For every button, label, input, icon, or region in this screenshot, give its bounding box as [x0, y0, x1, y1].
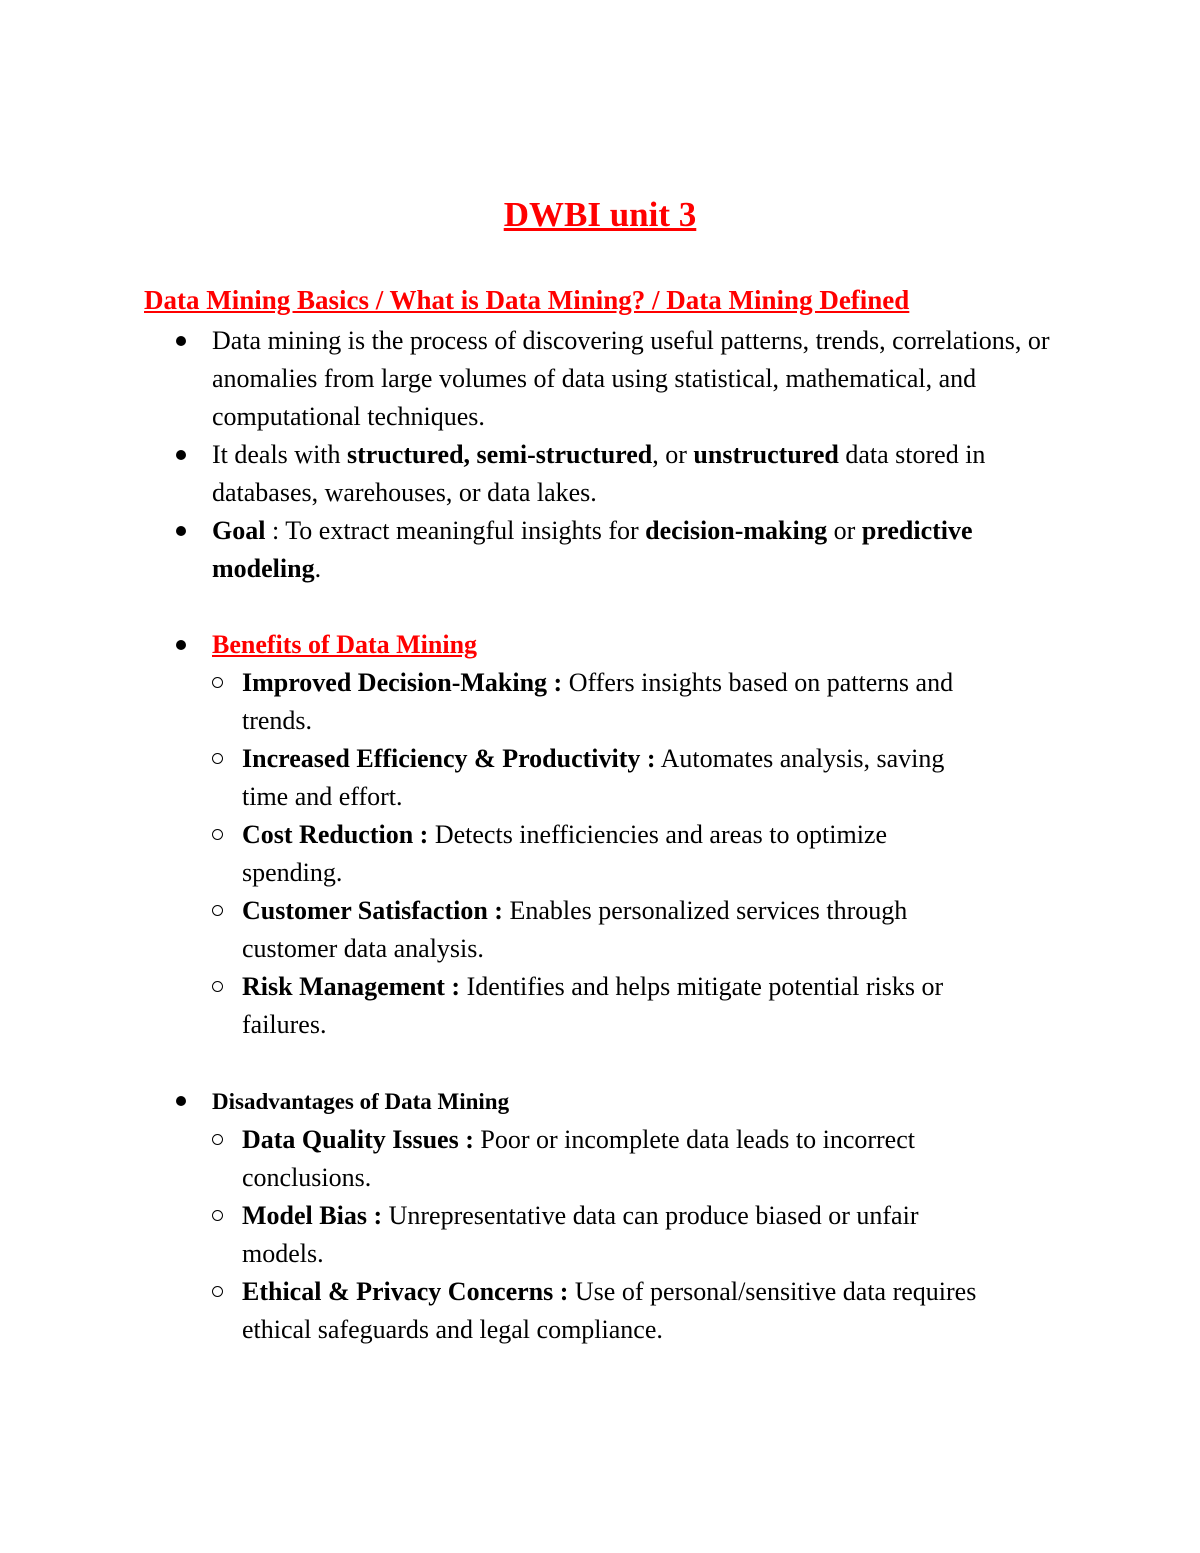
main-bullet-list — [170, 322, 1070, 1349]
bullet-circle-icon — [212, 1134, 223, 1145]
bullet-text: It deals with structured, semi-structured, or unstructured data stored in databases, warehouses, or data lakes. — [212, 440, 986, 507]
list-item-benefits — [170, 626, 1070, 1044]
bullet-dot-icon — [176, 640, 186, 650]
document-title: DWBI unit 3 — [503, 195, 697, 234]
list-item: Data Quality Issues : Poor or incomplete data leads to incorrect conclusions. — [170, 1121, 990, 1197]
list-item: Ethical & Privacy Concerns : Use of personal/sensitive data requires ethical safeguards and legal compliance. — [170, 1273, 990, 1349]
list-item: Model Bias : Unrepresentative data can produce biased or unfair models. — [170, 1197, 990, 1273]
bullet-circle-icon — [212, 677, 223, 688]
bullet-circle-icon — [212, 1210, 223, 1221]
spacer — [170, 588, 1070, 626]
bullet-circle-icon — [212, 981, 223, 992]
disadvantages-heading: Disadvantages of Data Mining — [212, 1089, 510, 1114]
disadvantages-list — [170, 1121, 990, 1349]
section-heading: Data Mining Basics / What is Data Mining? / Data Mining Defined — [144, 285, 910, 315]
list-item — [170, 436, 1070, 512]
bullet-circle-icon — [212, 829, 223, 840]
spacer — [170, 1044, 1070, 1082]
list-item: Customer Satisfaction : Enables personalized services through customer data analysis. — [170, 892, 990, 968]
list-item: Increased Efficiency & Productivity : Automates analysis, saving time and effort. — [170, 740, 990, 816]
benefits-list — [170, 664, 990, 1044]
benefits-heading: Benefits of Data Mining — [212, 630, 478, 659]
bullet-dot-icon — [176, 1096, 186, 1106]
bullet-dot-icon — [176, 450, 186, 460]
list-item-disadvantages — [170, 1082, 1070, 1349]
bullet-circle-icon — [212, 1286, 223, 1297]
list-item — [170, 322, 1070, 436]
list-item — [170, 512, 1070, 588]
bullet-text: Goal : To extract meaningful insights for decision-making or predictive modeling. — [212, 516, 973, 583]
list-item: Cost Reduction : Detects inefficiencies and areas to optimize spending. — [170, 816, 990, 892]
bullet-dot-icon — [176, 526, 186, 536]
list-item: Risk Management : Identifies and helps mitigate potential risks or failures. — [170, 968, 990, 1044]
bullet-dot-icon — [176, 336, 186, 346]
bullet-text: Data mining is the process of discovering useful patterns, trends, correlations, or anomalies from large volumes of data using statistical, mathematical, and computational techniques. — [212, 326, 1050, 431]
bullet-circle-icon — [212, 905, 223, 916]
list-item: Improved Decision-Making : Offers insights based on patterns and trends. — [170, 664, 990, 740]
bullet-circle-icon — [212, 753, 223, 764]
